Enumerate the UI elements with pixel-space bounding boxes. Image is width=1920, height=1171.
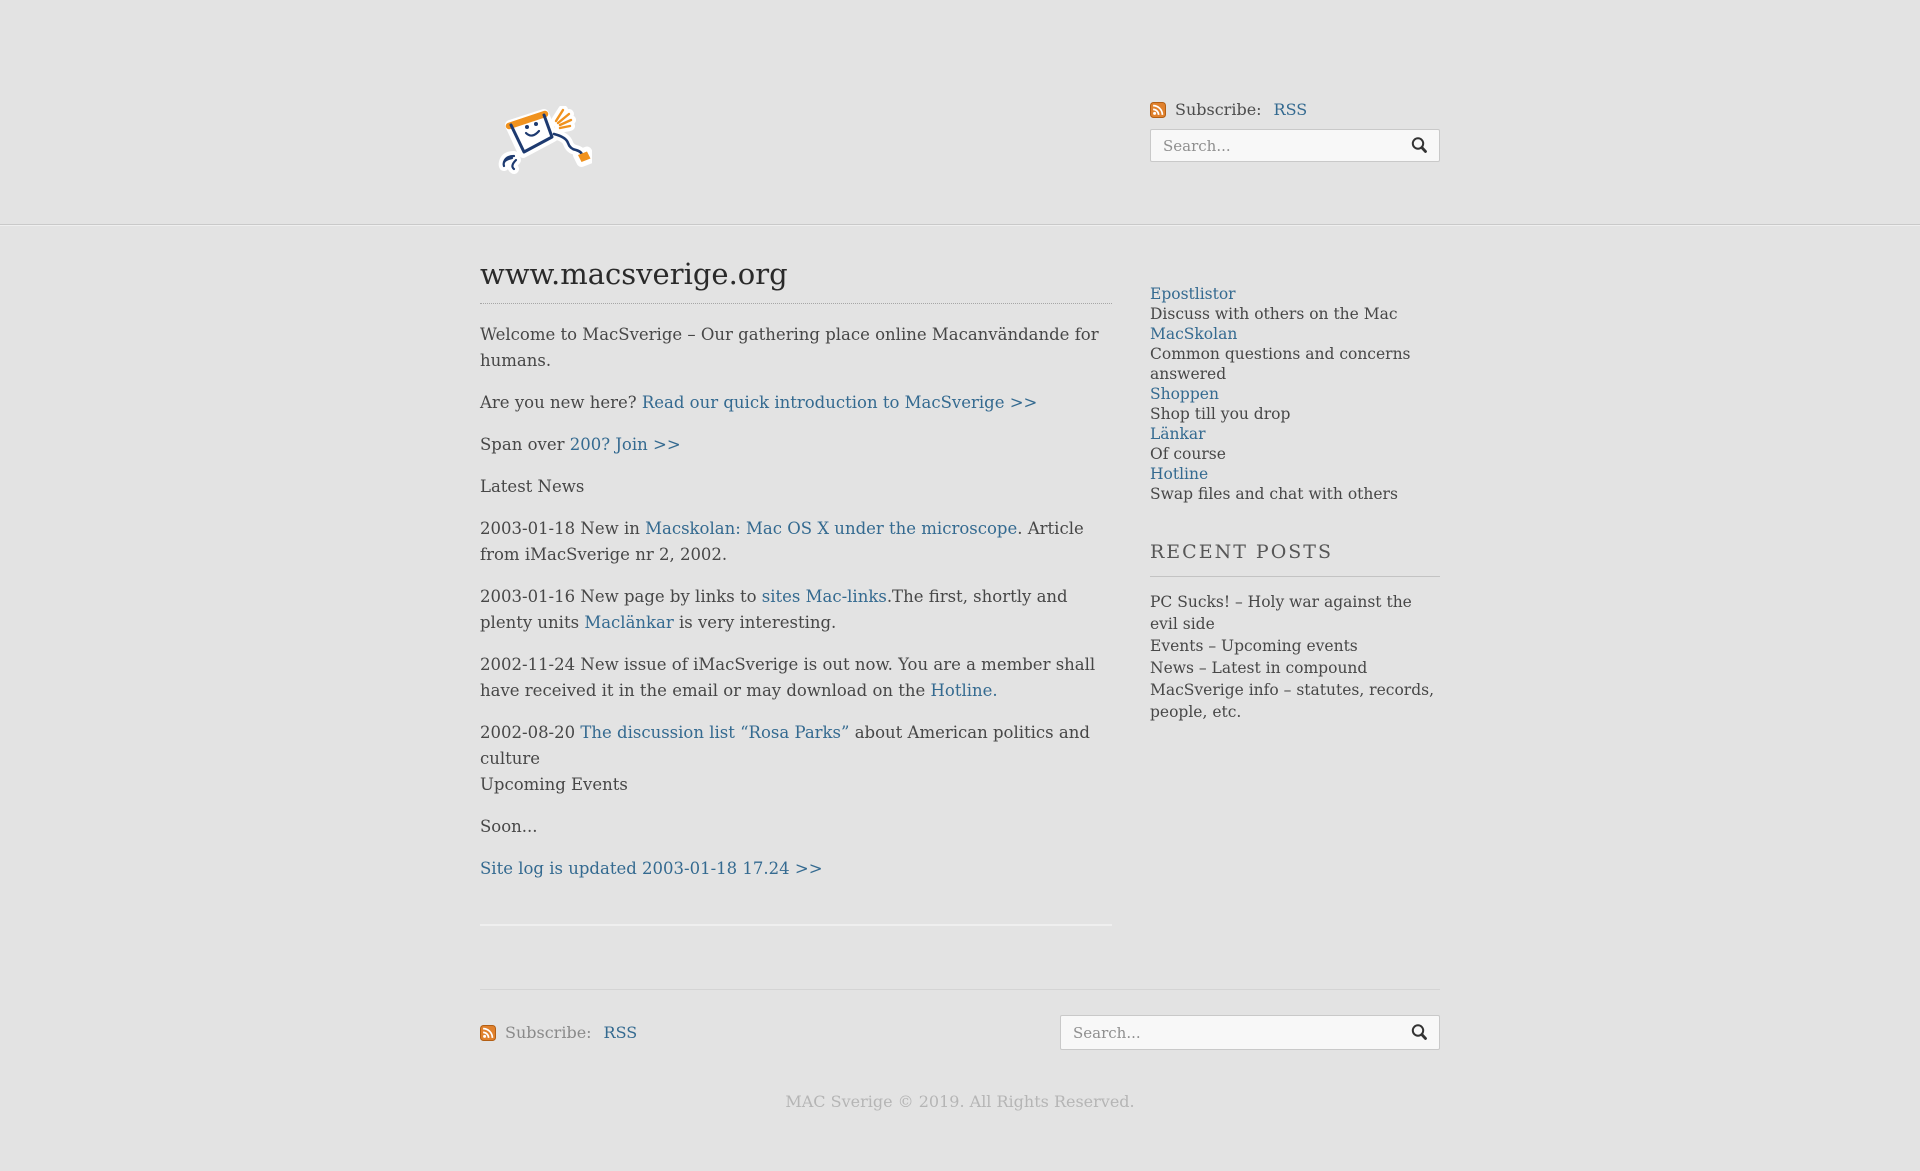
news-item [480,652,1112,704]
footer-strip [0,989,1920,1111]
sidebar-link[interactable]: Länkar [1150,425,1206,443]
rss-link[interactable]: RSS [603,1023,638,1042]
magnifier-icon [1409,1023,1429,1043]
rss-icon [1150,102,1166,118]
news-text: 2002-08-20 [480,723,581,742]
news-link[interactable]: sites Mac-links [761,587,887,606]
recent-posts-heading: RECENT POSTS [1150,541,1440,577]
news-link[interactable]: Hotline. [930,681,998,700]
rss-link[interactable]: RSS [1273,100,1308,119]
new-here-text: Are you new here? [480,393,642,412]
news-text: about American politics and culture [480,723,1090,768]
span-over-paragraph [480,432,1112,458]
news-text: 2003-01-18 New in [480,519,646,538]
span-over-text: Span over [480,435,570,454]
footer-search-button[interactable] [1402,1015,1436,1050]
news-text: is very interesting. [673,613,837,632]
news-text: . Article from iMacSverige nr 2, 2002. [480,519,1084,564]
sidebar [1150,257,1440,926]
footer-row [480,1015,1440,1050]
sidebar-item [1150,424,1440,464]
subscribe-label: Subscribe: [1175,100,1262,119]
header-strip [0,0,1920,225]
sidebar-link[interactable]: Epostlistor [1150,285,1236,303]
sidebar-link[interactable]: Shoppen [1150,385,1219,403]
news-link[interactable]: Maclänkar [584,613,674,632]
intro-link[interactable]: Read our quick introduction to MacSverige >> [641,393,1038,412]
join-link[interactable]: 200? Join >> [569,435,681,454]
recent-post-item[interactable]: PC Sucks! – Holy war against the evil side [1150,593,1412,633]
header-search-input[interactable] [1150,129,1440,162]
main [480,225,1440,926]
site-logo[interactable] [480,106,592,180]
upcoming-events-label: Upcoming Events [480,775,628,794]
footer-subscribe-row [480,1023,637,1042]
page-title: www.macsverige.org [480,257,1112,304]
news-list [480,516,1112,772]
sitelog-link[interactable]: Site log is updated 2003-01-18 17.24 >> [480,859,823,878]
header-search [1150,129,1440,162]
sidebar-description: Shop till you drop [1150,405,1291,423]
news-text: .The first, shortly and plenty units [480,587,1068,632]
sidebar-item [1150,464,1440,504]
header [480,0,1440,224]
sidebar-description: Common questions and concerns answered [1150,345,1411,383]
soon-text: Soon... [480,817,538,836]
news-item [480,584,1112,636]
recent-post-item[interactable]: MacSverige info – statutes, records, people, etc. [1150,681,1434,721]
header-search-button[interactable] [1402,129,1436,162]
news-link[interactable]: Macskolan: Mac OS X under the microscope [645,519,1018,538]
new-here-paragraph [480,390,1112,416]
news-text: 2003-01-16 New page by links to [480,587,762,606]
subscribe-label: Subscribe: [505,1023,592,1042]
sidebar-description: Discuss with others on the Mac [1150,305,1398,323]
article [480,257,1112,926]
footer [480,989,1440,1111]
latest-news-label: Latest News [480,477,585,496]
sidebar-link[interactable]: MacSkolan [1150,325,1238,343]
sidebar-item [1150,384,1440,424]
footer-search [1060,1015,1440,1050]
sidebar-item [1150,284,1440,324]
sidebar-item [1150,324,1440,384]
header-right [1150,100,1440,162]
intro-paragraph: Welcome to MacSverige – Our gathering place online Macanvändande for humans. [480,325,1099,370]
sidebar-description: Of course [1150,445,1226,463]
sitelog-paragraph [480,856,1112,882]
recent-post-item[interactable]: News – Latest in compound [1150,659,1368,677]
sidebar-nav-list [1150,284,1440,504]
recent-post-item[interactable]: Events – Upcoming events [1150,637,1358,655]
copyright-text: MAC Sverige © 2019. All Rights Reserved. [785,1092,1135,1111]
footer-search-input[interactable] [1060,1015,1440,1050]
sidebar-link[interactable]: Hotline [1150,465,1209,483]
magnifier-icon [1409,136,1429,156]
content-column [480,257,1112,926]
recent-posts-list [1150,591,1440,723]
sidebar-description: Swap files and chat with others [1150,485,1398,503]
news-item [480,516,1112,568]
rss-icon [480,1025,496,1041]
news-link[interactable]: The discussion list “Rosa Parks” [580,723,850,742]
news-item [480,720,1112,772]
header-subscribe-row [1150,100,1440,119]
macsverige-logo-graphic [480,106,592,176]
news-text: 2002-11-24 New issue of iMacSverige is out now. You are a member shall have received it in the email or may download on the [480,655,1096,700]
